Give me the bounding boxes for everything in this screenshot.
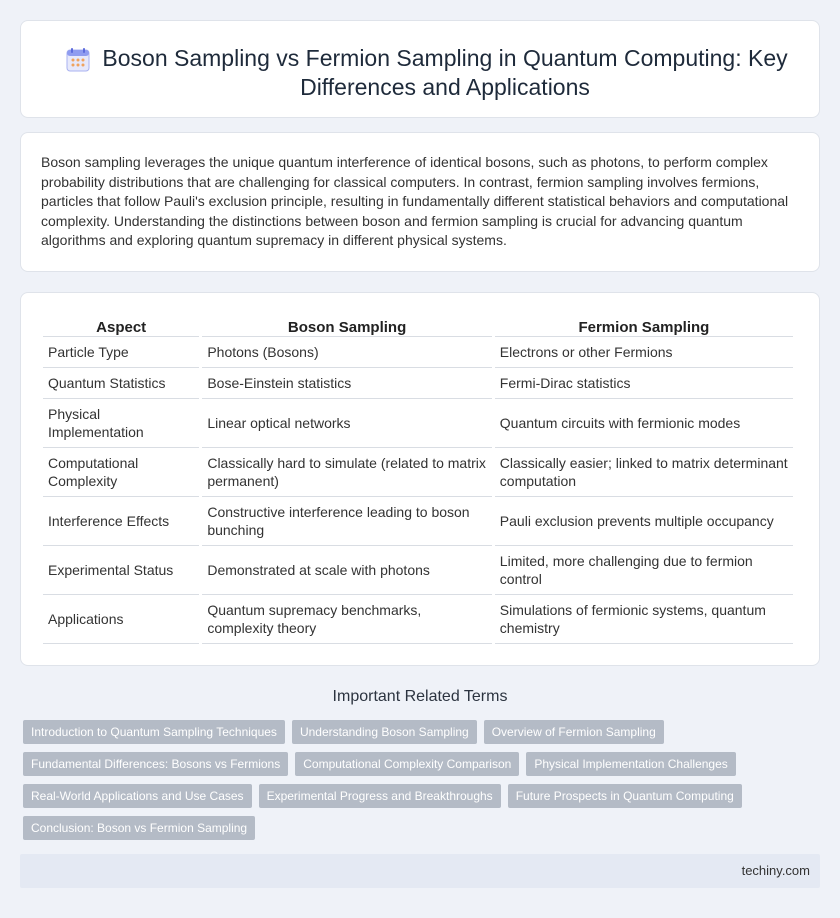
related-term-tag[interactable]: Experimental Progress and Breakthroughs — [259, 784, 501, 808]
intro-card — [20, 132, 820, 272]
related-term-tag[interactable]: Introduction to Quantum Sampling Techniques — [23, 720, 285, 744]
fermion-cell: Simulations of fermionic systems, quantum chemistry — [495, 595, 793, 644]
tag-row — [23, 784, 823, 808]
aspect-cell: Interference Effects — [43, 497, 199, 546]
title-card — [20, 20, 820, 118]
table-row — [43, 448, 793, 497]
tag-row — [23, 720, 823, 744]
boson-cell: Constructive interference leading to boson bunching — [202, 497, 491, 546]
table-row — [43, 497, 793, 546]
boson-cell: Quantum supremacy benchmarks, complexity theory — [202, 595, 491, 644]
boson-cell: Linear optical networks — [202, 399, 491, 448]
aspect-cell: Quantum Statistics — [43, 368, 199, 399]
related-term-tag[interactable]: Physical Implementation Challenges — [526, 752, 735, 776]
table-row — [43, 546, 793, 595]
aspect-cell: Applications — [43, 595, 199, 644]
boson-cell: Classically hard to simulate (related to matrix permanent) — [202, 448, 491, 497]
comparison-table — [40, 313, 796, 644]
fermion-cell: Quantum circuits with fermionic modes — [495, 399, 793, 448]
fermion-cell: Limited, more challenging due to fermion control — [495, 546, 793, 595]
footer-brand[interactable]: techiny.com — [741, 863, 810, 878]
related-term-tag[interactable]: Real-World Applications and Use Cases — [23, 784, 252, 808]
related-term-tag[interactable]: Overview of Fermion Sampling — [484, 720, 664, 744]
fermion-cell: Fermi-Dirac statistics — [495, 368, 793, 399]
related-term-tag[interactable]: Computational Complexity Comparison — [295, 752, 519, 776]
intro-paragraph: Boson sampling leverages the unique quantum interference of identical bosons, such as photons, to perform complex probability distributions that are challenging for classical computers. In contrast, fermion sampling involves fermions, particles that follow Pauli's exclusion principle, resulting in fundamentally different statistical behaviors and computational complexity. Understanding the distinctions between boson and fermion sampling is crucial for advancing quantum algorithms and exploring quantum supremacy in different physical systems. — [41, 154, 789, 248]
header-boson: Boson Sampling — [202, 313, 491, 337]
header-fermion: Fermion Sampling — [495, 313, 793, 337]
table-row — [43, 368, 793, 399]
aspect-cell: Experimental Status — [43, 546, 199, 595]
related-term-tag[interactable]: Conclusion: Boson vs Fermion Sampling — [23, 816, 255, 840]
related-terms-list — [23, 720, 823, 848]
fermion-cell: Electrons or other Fermions — [495, 337, 793, 368]
fermion-cell: Pauli exclusion prevents multiple occupancy — [495, 497, 793, 546]
aspect-cell: Computational Complexity — [43, 448, 199, 497]
footer-bar — [20, 854, 820, 888]
aspect-cell: Particle Type — [43, 337, 199, 368]
table-row — [43, 337, 793, 368]
table-row — [43, 399, 793, 448]
boson-cell: Bose-Einstein statistics — [202, 368, 491, 399]
aspect-cell: Physical Implementation — [43, 399, 199, 448]
related-term-tag[interactable]: Fundamental Differences: Bosons vs Fermions — [23, 752, 288, 776]
boson-cell: Demonstrated at scale with photons — [202, 546, 491, 595]
tag-row — [23, 816, 823, 840]
related-terms-heading: Important Related Terms — [332, 688, 508, 705]
tag-row — [23, 752, 823, 776]
comparison-table-card — [20, 292, 820, 666]
header-aspect: Aspect — [43, 313, 199, 337]
page-title: Boson Sampling vs Fermion Sampling in Quantum Computing: Key Differences and Applications — [102, 45, 788, 100]
boson-cell: Photons (Bosons) — [202, 337, 491, 368]
related-term-tag[interactable]: Understanding Boson Sampling — [292, 720, 477, 744]
table-row — [43, 595, 793, 644]
fermion-cell: Classically easier; linked to matrix determinant computation — [495, 448, 793, 497]
related-term-tag[interactable]: Future Prospects in Quantum Computing — [508, 784, 742, 808]
